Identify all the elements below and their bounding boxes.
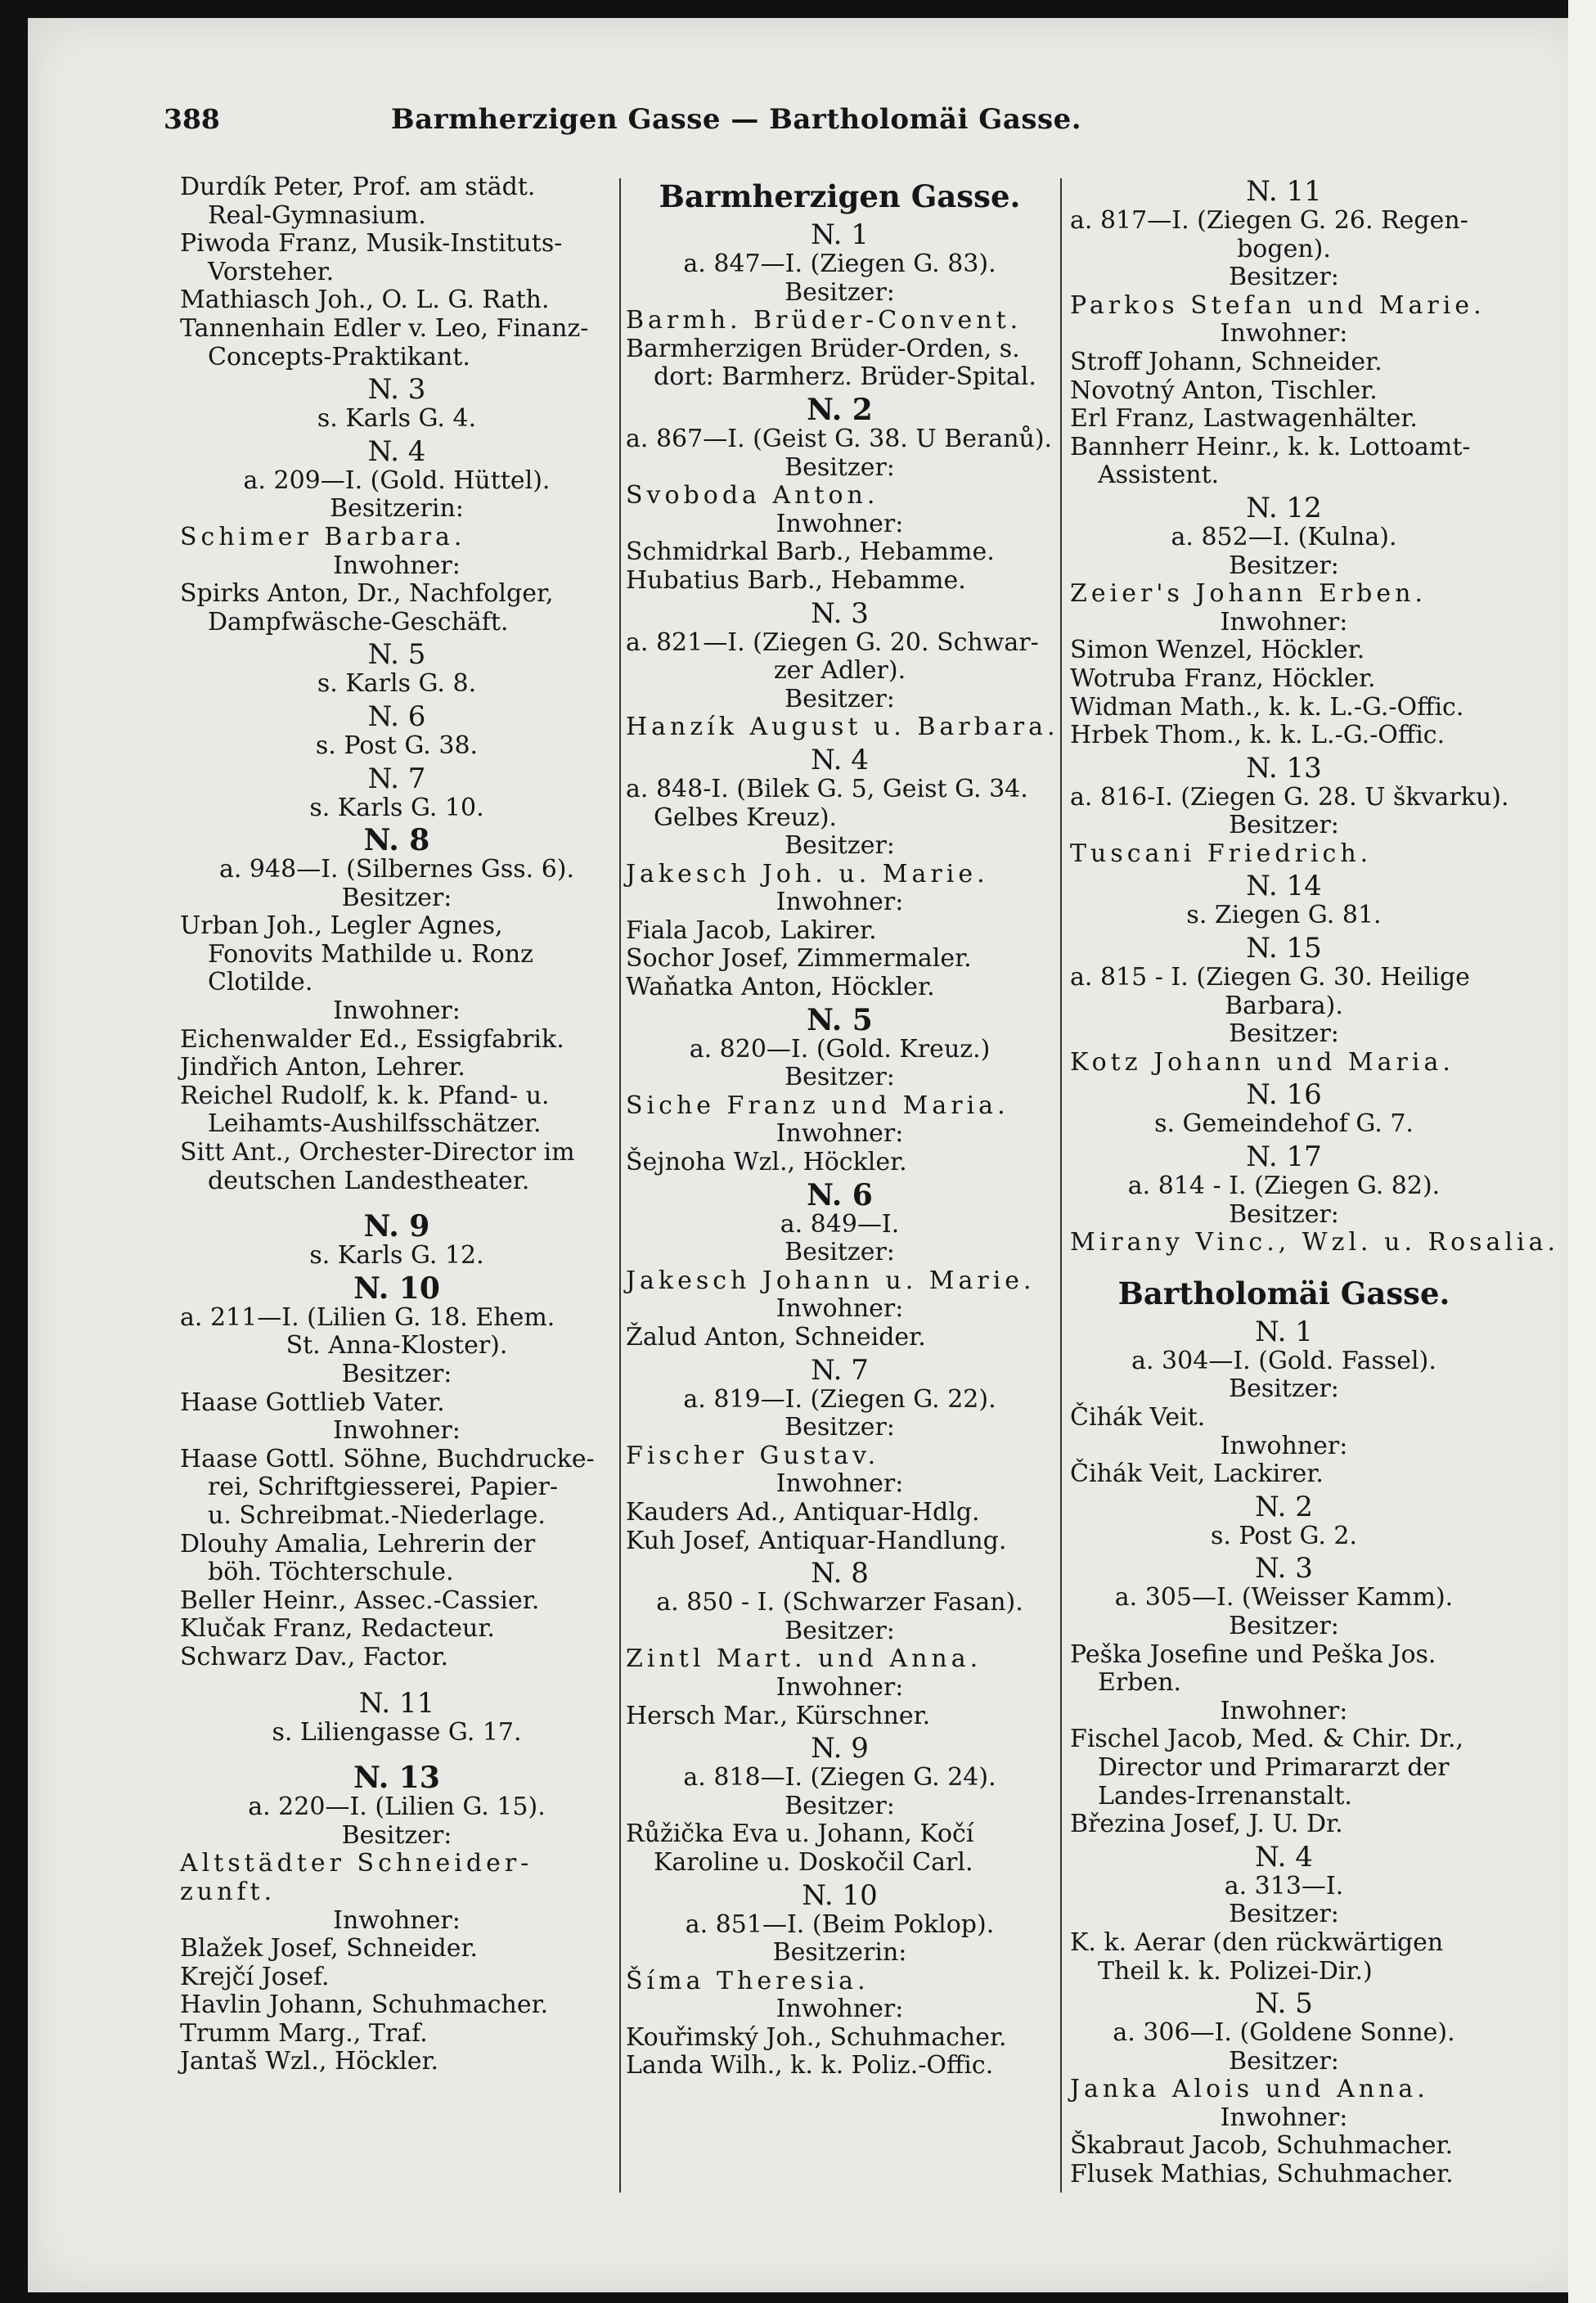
address-line: a. 306—I. (Goldene Sonne). [1113, 2018, 1455, 2048]
role-label: Besitzerin: [772, 1938, 907, 1968]
entry-line: Peška Josefine und Peška Jos. [1070, 1640, 1436, 1669]
role-label: Inwohner: [776, 1469, 904, 1499]
address-line: a. 305—I. (Weisser Kamm). [1114, 1583, 1454, 1613]
entry-continuation: böh. Töchterschule. [208, 1558, 454, 1587]
role-label: Inwohner: [776, 509, 904, 538]
entry-line: Widman Math., k. k. L.-G.-Offic. [1070, 692, 1464, 722]
role-label: Besitzer: [785, 831, 895, 861]
role-label: Besitzer: [341, 1360, 452, 1388]
role-label: Besitzer: [1229, 551, 1339, 580]
role-label: Besitzer: [785, 1063, 895, 1092]
owner-name: Jakesch Johann u. Marie. [626, 1266, 1036, 1295]
entry-line: Fischel Jacob, Med. & Chir. Dr., [1070, 1725, 1464, 1754]
house-number: N. 4 [811, 743, 869, 776]
street-heading: Bartholomäi Gasse. [1117, 1275, 1450, 1311]
owner-name: Janka Alois und Anna. [1070, 2075, 1429, 2104]
address-line: a. 850 - I. (Schwarzer Fasan). [656, 1588, 1023, 1617]
entry-line: Reichel Rudolf, k. k. Pfand- u. [180, 1081, 550, 1110]
entry-line: Schmidrkal Barb., Hebamme. [626, 538, 995, 567]
entry-line: Haase Gottl. Söhne, Buchdrucke- [180, 1444, 595, 1473]
role-label: Inwohner: [333, 1416, 461, 1446]
address-line: a. 819—I. (Ziegen G. 22). [683, 1384, 996, 1414]
entry-line: Wotruba Franz, Höckler. [1070, 663, 1376, 693]
entry-continuation: Concepts-Praktikant. [208, 342, 470, 371]
address-line: a. 847—I. (Ziegen G. 83). [683, 250, 996, 278]
owner-name: Tuscani Friedrich. [1070, 839, 1373, 868]
role-label: Besitzer: [341, 883, 452, 912]
address-line: a. 818—I. (Ziegen G. 24). [683, 1763, 996, 1792]
address-line: a. 313—I. [1224, 1871, 1344, 1900]
entry-line: Jindřich Anton, Lehrer. [180, 1053, 465, 1082]
house-number: N. 1 [1255, 1315, 1313, 1348]
entry-line: Čihák Veit. [1070, 1403, 1206, 1432]
entry-continuation: Real-Gymnasium. [208, 200, 426, 230]
entry-line: Piwoda Franz, Musik-Instituts- [180, 229, 563, 259]
house-number: N. 5 [1255, 1987, 1313, 2021]
house-number: N. 8 [811, 1557, 869, 1590]
address-line: a. 948—I. (Silbernes Gss. 6). [218, 855, 575, 884]
owner-name: Zintl Mart. und Anna. [626, 1644, 982, 1674]
address-line: a. 209—I. (Gold. Hüttel). [243, 466, 551, 495]
entry-continuation: Theil k. k. Polizei-Dir.) [1098, 1956, 1373, 1986]
role-label: Besitzer: [1229, 1611, 1339, 1640]
entry-line: Březina Josef, J. U. Dr. [1070, 1810, 1343, 1839]
house-number: N. 10 [802, 1878, 878, 1912]
owner-name: Kotz Johann und Maria. [1070, 1047, 1454, 1077]
owner-name: Fischer Gustav. [626, 1441, 880, 1470]
address-line: s. Karls G. 12. [309, 1241, 484, 1271]
entry-continuation: u. Schreibmat.-Niederlage. [208, 1500, 546, 1530]
entry-line: Škabraut Jacob, Schuhmacher. [1070, 2131, 1454, 2161]
entry-line: Erl Franz, Lastwagenhälter. [1070, 404, 1418, 434]
house-number: N. 14 [1246, 870, 1322, 903]
page-number: 388 [164, 103, 220, 135]
address-line: a. 849—I. [780, 1209, 900, 1239]
entry-line: Havlin Johann, Schuhmacher. [180, 1990, 549, 2020]
entry-line: Sochor Josef, Zimmermaler. [626, 944, 972, 974]
entry-line: a. 848-I. (Bilek G. 5, Geist G. 34. [626, 774, 1028, 803]
entry-line: Mathiasch Joh., O. L. G. Rath. [180, 286, 550, 315]
address-line: a. 814 - I. (Ziegen G. 82). [1127, 1172, 1441, 1201]
role-label: Besitzerin: [330, 494, 464, 524]
entry-line: Dlouhy Amalia, Lehrerin der [180, 1529, 536, 1559]
owner-name: Mirany Vinc., Wzl. u. Rosalia. [1070, 1228, 1560, 1257]
entry-line: Beller Heinr., Assec.-Cassier. [180, 1586, 540, 1615]
house-number: N. 15 [1246, 932, 1322, 965]
owner-name: Jakesch Joh. u. Marie. [626, 859, 989, 888]
owner-name: Hanzík August u. Barbara. [626, 713, 1059, 742]
entry-continuation: Assistent. [1098, 461, 1220, 490]
entry-continuation: Karoline u. Doskočil Carl. [654, 1847, 973, 1877]
address-line: zer Adler). [773, 656, 906, 686]
entry-line: Kauders Ad., Antiquar-Hdlg. [626, 1497, 980, 1527]
column-rule [1060, 178, 1062, 2193]
street-heading: Barmherzigen Gasse. [659, 178, 1021, 214]
entry-line: a. 867—I. (Geist G. 38. U Beranů). [626, 424, 1053, 453]
house-number: N. 11 [1246, 175, 1322, 208]
entry-line: Trumm Marg., Traf. [180, 2018, 428, 2048]
entry-line: Fiala Jacob, Lakirer. [626, 915, 877, 945]
address-line: s. Karls G. 10. [309, 793, 484, 822]
entry-line: Hubatius Barb., Hebamme. [626, 565, 966, 595]
entry-continuation: Erben. [1098, 1668, 1182, 1698]
role-label: Inwohner: [776, 1672, 904, 1702]
address-line: s. Karls G. 8. [317, 669, 477, 699]
entry-line: Urban Joh., Legler Agnes, [180, 911, 503, 941]
house-number: N. 5 [367, 638, 426, 672]
role-label: Besitzer: [1229, 1199, 1339, 1229]
spacer [180, 1672, 614, 1685]
house-number: N. 4 [367, 434, 426, 468]
role-label: Inwohner: [1220, 607, 1348, 636]
spacer [180, 1195, 614, 1208]
house-number: N. 7 [367, 762, 426, 795]
address-line: s. Karls G. 4. [317, 404, 477, 434]
entry-line: Barmherzigen Brüder-Orden, s. [626, 334, 1020, 363]
entry-line: Waňatka Anton, Höckler. [626, 973, 935, 1002]
page-edge [1568, 0, 1596, 2303]
owner-name: zunft. [180, 1877, 276, 1906]
entry-continuation: Vorsteher. [208, 257, 335, 286]
address-line: bogen). [1237, 234, 1331, 263]
entry-continuation: deutschen Landestheater. [208, 1166, 530, 1195]
entry-line: Kouřimský Joh., Schuhmacher. [626, 2022, 1007, 2052]
address-line: s. Post G. 38. [315, 731, 479, 760]
entry-line: K. k. Aerar (den rückwärtigen [1070, 1927, 1444, 1957]
entry-continuation: Leihamts-Aushilfsschätzer. [208, 1109, 542, 1139]
address-line: a. 851—I. (Beim Poklop). [685, 1909, 995, 1939]
owner-name: Barmh. Brüder-Convent. [626, 306, 1023, 335]
entry-continuation: Landes-Irrenanstalt. [1098, 1781, 1352, 1810]
house-number: N. 6 [367, 699, 426, 733]
owner-name: Siche Franz und Maria. [626, 1091, 1009, 1120]
role-label: Besitzer: [1229, 1374, 1339, 1404]
entry-line: a. 816-I. (Ziegen G. 28. U škvarku). [1070, 782, 1509, 812]
owner-name: Zeier's Johann Erben. [1070, 579, 1427, 609]
entry-line: a. 815 - I. (Ziegen G. 30. Heilige [1070, 963, 1470, 992]
entry-line: Růžička Eva u. Johann, Kočí [626, 1819, 974, 1849]
address-line: a. 304—I. (Gold. Fassel). [1131, 1346, 1436, 1375]
entry-line: Šejnoha Wzl., Höckler. [626, 1148, 907, 1177]
entry-continuation: dort: Barmherz. Brüder-Spital. [654, 362, 1036, 392]
house-number: N. 1 [811, 218, 869, 251]
role-label: Besitzer: [785, 1616, 895, 1645]
house-number: N. 10 [353, 1271, 440, 1306]
role-label: Inwohner: [776, 888, 904, 917]
entry-continuation: Dampfwäsche-Geschäft. [208, 607, 509, 636]
entry-line: Flusek Mathias, Schuhmacher. [1070, 2160, 1454, 2189]
entry-line: Stroff Johann, Schneider. [1070, 347, 1382, 376]
entry-line: Durdík Peter, Prof. am städt. [180, 173, 536, 201]
owner-name: Svoboda Anton. [626, 481, 879, 511]
role-label: Inwohner: [333, 551, 461, 580]
house-number: N. 3 [811, 596, 869, 630]
owner-name: Schimer Barbara. [180, 522, 466, 551]
house-number: N. 9 [811, 1732, 869, 1765]
owner-name: Altstädter Schneider- [180, 1849, 533, 1878]
address-line: St. Anna-Kloster). [285, 1331, 508, 1361]
house-number: N. 12 [1246, 491, 1322, 524]
role-label: Inwohner: [1220, 319, 1348, 349]
entry-continuation: Clotilde. [208, 968, 313, 997]
entry-line: Krejčí Josef. [180, 1962, 330, 1991]
entry-line: a. 817—I. (Ziegen G. 26. Regen- [1070, 206, 1468, 235]
house-number: N. 2 [1255, 1490, 1313, 1523]
entry-continuation: Fonovits Mathilde u. Ronz [208, 939, 533, 969]
role-label: Besitzer: [1229, 1900, 1339, 1929]
entry-line: Čihák Veit, Lackirer. [1070, 1460, 1324, 1489]
house-number: N. 11 [358, 1686, 435, 1720]
entry-line: Bannherr Heinr., k. k. Lottoamt- [1070, 432, 1471, 461]
entry-line: Hrbek Thom., k. k. L.-G.-Offic. [1070, 721, 1445, 750]
role-label: Besitzer: [1229, 1019, 1339, 1049]
entry-line: Novotný Anton, Tischler. [1070, 376, 1378, 405]
spacer [180, 1747, 614, 1760]
running-head [164, 103, 1538, 144]
role-label: Inwohner: [333, 1905, 461, 1935]
column-left [180, 173, 614, 2076]
role-label: Besitzer: [785, 1238, 895, 1267]
entry-line: a. 821—I. (Ziegen G. 20. Schwar- [626, 627, 1039, 657]
entry-line: Simon Wenzel, Höckler. [1070, 636, 1365, 665]
house-number: N. 5 [807, 1002, 873, 1037]
role-label: Besitzer: [785, 452, 895, 482]
address-line: s. Liliengasse G. 17. [272, 1717, 522, 1747]
address-line: s. Post G. 2. [1210, 1521, 1358, 1550]
entry-line: Blažek Josef, Schneider. [180, 1934, 479, 1963]
role-label: Inwohner: [333, 996, 461, 1026]
role-label: Inwohner: [1220, 1431, 1348, 1460]
address-line: a. 220—I. (Lilien G. 15). [248, 1792, 546, 1822]
role-label: Besitzer: [1229, 263, 1339, 292]
owner-name: Šíma Theresia. [626, 1966, 870, 1995]
role-label: Besitzer: [1229, 2046, 1339, 2076]
role-label: Inwohner: [776, 1995, 904, 2024]
entry-continuation: rei, Schriftgiesserei, Papier- [208, 1473, 559, 1502]
role-label: Besitzer: [1229, 811, 1339, 840]
role-label: Besitzer: [341, 1820, 452, 1850]
house-number: N. 9 [363, 1209, 430, 1244]
house-number: N. 16 [1246, 1078, 1322, 1112]
role-label: Besitzer: [785, 1791, 895, 1820]
house-number: N. 8 [363, 823, 430, 858]
house-number: N. 3 [367, 373, 426, 407]
role-label: Inwohner: [776, 1294, 904, 1324]
entry-line: Tannenhain Edler v. Leo, Finanz- [180, 313, 589, 343]
entry-line: a. 211—I. (Lilien G. 18. Ehem. [180, 1302, 555, 1332]
entry-line: Landa Wilh., k. k. Poliz.-Offic. [626, 2051, 994, 2080]
address-line: a. 820—I. (Gold. Kreuz.) [689, 1034, 991, 1064]
entry-continuation: Gelbes Kreuz). [654, 803, 838, 832]
role-label: Inwohner: [776, 1119, 904, 1149]
entry-line: Hersch Mar., Kürschner. [626, 1701, 931, 1730]
entry-line: Jantaš Wzl., Höckler. [180, 2047, 439, 2076]
house-number: N. 3 [1255, 1552, 1313, 1586]
entry-continuation: Director und Primararzt der [1098, 1752, 1450, 1782]
spacer [1070, 1257, 1498, 1271]
column-middle [626, 173, 1059, 2080]
address-line: a. 852—I. (Kulna). [1171, 522, 1397, 551]
entry-line: Kuh Josef, Antiquar-Handlung. [626, 1526, 1007, 1555]
running-title: Barmherzigen Gasse — Bartholomäi Gasse. [390, 103, 1082, 136]
role-label: Inwohner: [1220, 2103, 1348, 2132]
entry-line: Eichenwalder Ed., Essigfabrik. [180, 1024, 564, 1054]
address-line: Barbara). [1225, 991, 1343, 1020]
role-label: Besitzer: [785, 1413, 895, 1442]
role-label: Besitzer: [785, 277, 895, 307]
house-number: N. 6 [807, 1177, 873, 1212]
column-rule [619, 178, 621, 2193]
column-right [1070, 173, 1560, 2189]
house-number: N. 4 [1255, 1840, 1313, 1873]
entry-line: Žalud Anton, Schneider. [626, 1323, 926, 1352]
address-line: s. Ziegen G. 81. [1186, 901, 1382, 930]
entry-line: Sitt Ant., Orchester-Director im [180, 1138, 575, 1167]
owner-name: Parkos Stefan und Marie. [1070, 290, 1486, 320]
house-number: N. 17 [1246, 1140, 1322, 1174]
entry-line: Haase Gottlieb Vater. [180, 1388, 445, 1417]
role-label: Inwohner: [1220, 1696, 1348, 1725]
entry-line: Spirks Anton, Dr., Nachfolger, [180, 579, 554, 609]
house-number: N. 7 [811, 1353, 869, 1387]
house-number: N. 13 [353, 1761, 440, 1796]
house-number: N. 13 [1246, 751, 1322, 785]
address-line: s. Gemeindehof G. 7. [1154, 1109, 1414, 1139]
entry-line: Klučak Franz, Redacteur. [180, 1614, 495, 1644]
house-number: N. 2 [807, 392, 873, 427]
entry-line: Schwarz Dav., Factor. [180, 1642, 449, 1671]
role-label: Besitzer: [785, 684, 895, 713]
